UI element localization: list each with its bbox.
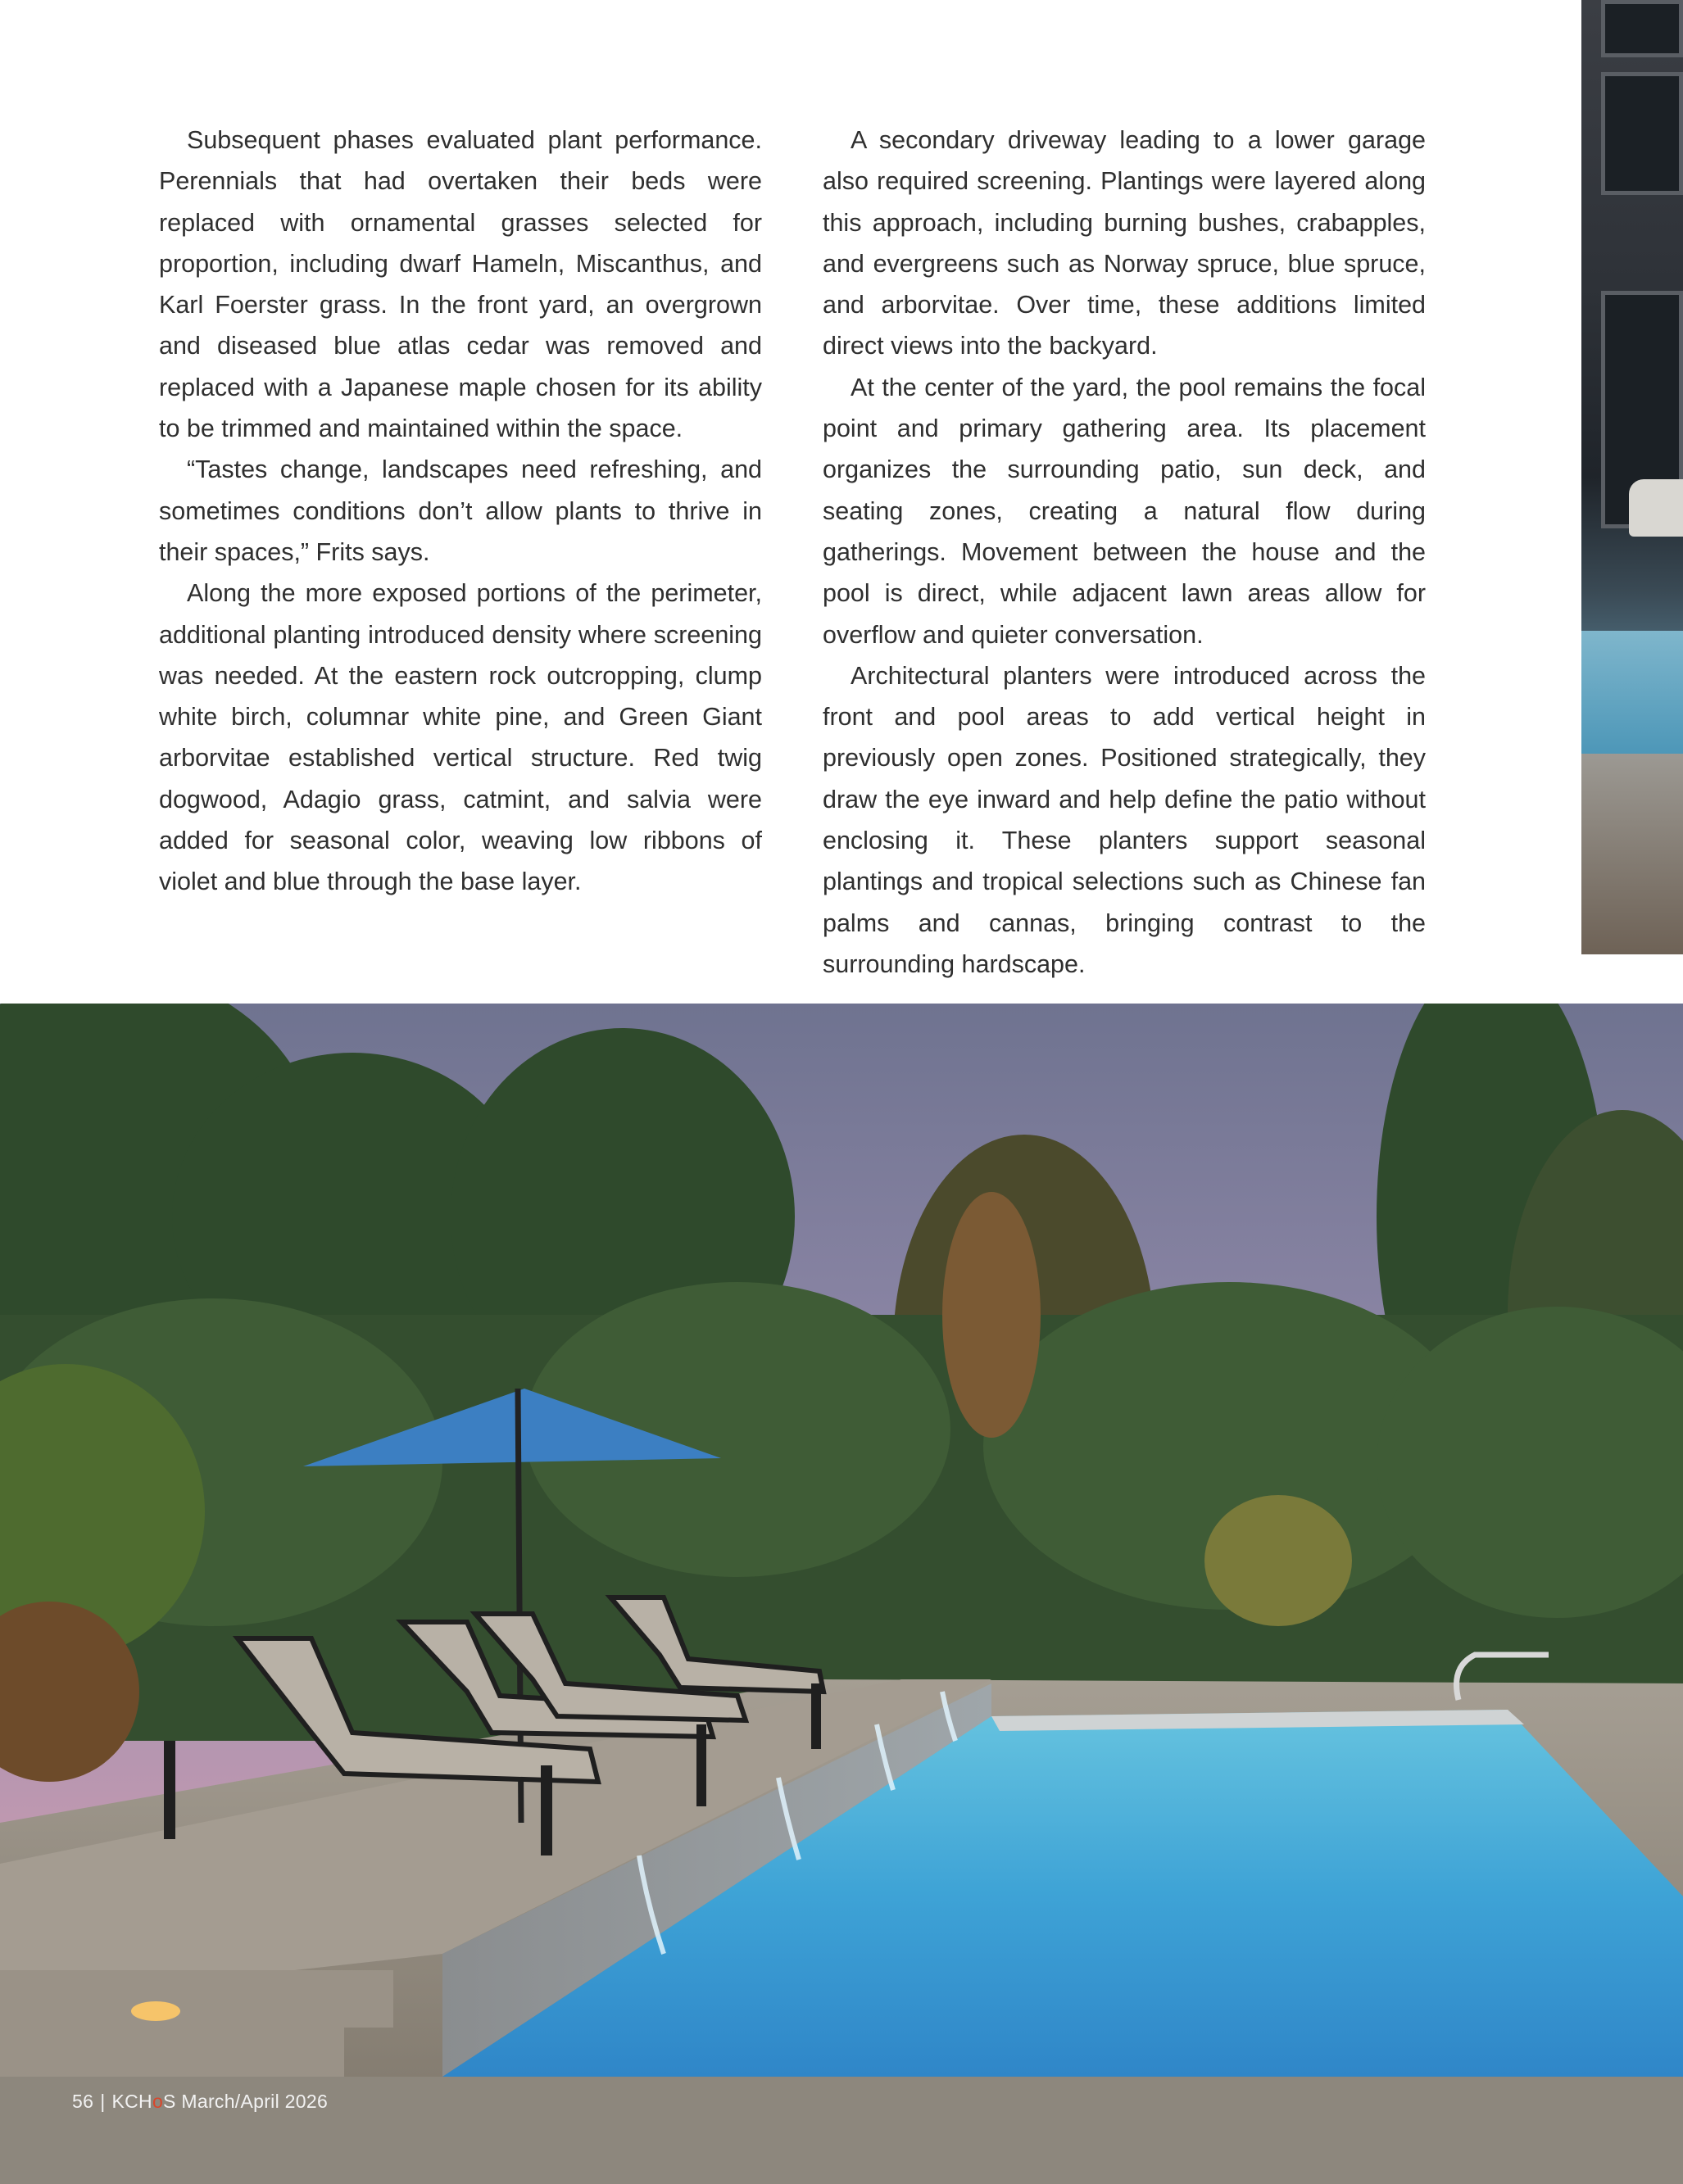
lounge-chair (1629, 479, 1683, 537)
article-body (159, 120, 1426, 985)
magazine-name-accent: o (152, 2091, 164, 2112)
paragraph: A secondary driveway leading to a lower garage also required screening. Plantings were layered along this approach, including burning bushes, crabapples, and evergreens such as Norway spruce, blue spruce, and arborvitae. Over time, these additions limited direct views into the backyard. (823, 126, 1426, 360)
paragraph: Subsequent phases evaluated plant performance. Perennials that had overtaken their beds were replaced with ornamental grasses selected for proportion, including dwarf Hameln, Miscanthus, and Karl Foerster grass. In the front yard, an overgrown and diseased blue atlas cedar was removed and replaced with a Japanese maple chosen for its ability to be trimmed and maintained within the space. (159, 126, 762, 443)
magazine-name-end: S (163, 2091, 176, 2112)
page-footer (72, 2091, 328, 2113)
pool-patio-photo (0, 1004, 1683, 2184)
pool-deck (1581, 754, 1683, 954)
article-column-right (823, 120, 1426, 985)
pool-water (1581, 631, 1683, 754)
footer-separator: | (100, 2091, 106, 2112)
paragraph: Architectural planters were introduced across the front and pool areas to add vertical height in previously open zones. Positioned strategically, they draw the eye inward and help define the patio without enclosing it. These planters support seasonal plantings and tropical selections such as Chinese fan palms and cannas, bringing contrast to the surrounding hardscape. (823, 661, 1426, 978)
page-number: 56 (72, 2091, 94, 2112)
paragraph: At the center of the yard, the pool remains the focal point and primary gathering area. Its placement organizes the surrounding patio, sun deck, and seating zones, creating a natural flow during gatherings. Movement between the house and the pool is direct, while adjacent lawn areas allow for overflow and quieter conversation. (823, 373, 1426, 649)
side-house-photo (1581, 0, 1683, 954)
paragraph: “Tastes change, landscapes need refreshing, and sometimes conditions don’t allow plants to thrive in their spaces,” Frits says. (159, 455, 762, 566)
article-column-left (159, 120, 762, 985)
paragraph: Along the more exposed portions of the perimeter, additional planting introduced density where screening was needed. At the eastern rock outcropping, clump white birch, columnar white pine, and Green Giant arborvitae established vertical structure. Red twig dogwood, Adagio grass, catmint, and salvia were added for seasonal color, weaving low ribbons of violet and blue through the base layer. (159, 579, 762, 896)
magazine-name-start: KCH (111, 2091, 152, 2112)
issue-date: March/April 2026 (181, 2091, 329, 2112)
